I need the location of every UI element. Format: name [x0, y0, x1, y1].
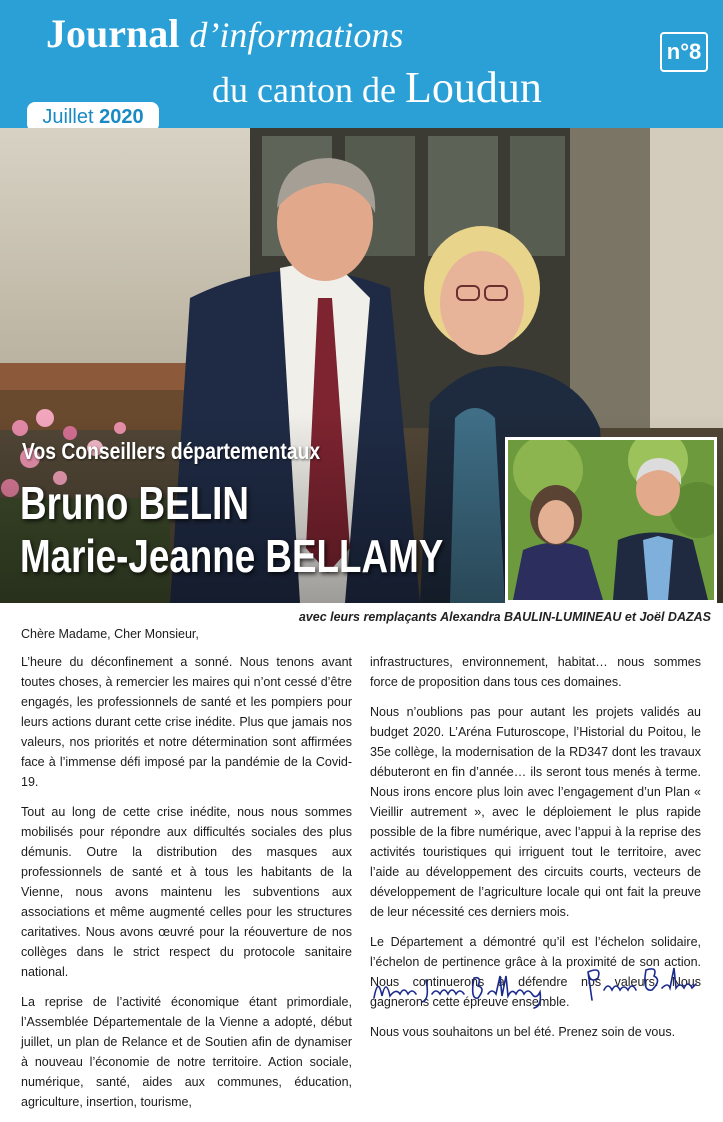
signature-belin: [582, 962, 702, 1012]
councillor-name-2: Marie-Jeanne BELLAMY: [20, 530, 444, 582]
issue-date: Juillet 2020: [27, 102, 159, 132]
issue-number: n°8: [660, 32, 708, 72]
masthead-subtitle: du canton de Loudun: [212, 63, 542, 112]
councillor-name-1: Bruno BELIN: [20, 477, 249, 529]
hero-subheading: Vos Conseillers départementaux: [22, 438, 321, 464]
letter-greeting: Chère Madame, Cher Monsieur,: [21, 627, 199, 641]
masthead-title: Journal d’informations: [46, 11, 404, 56]
letter-paragraph: Nous n’oublions pas pour autant les projets validés au budget 2020. L’Aréna Futuroscope, l’Historial du Poitou, le 35e collège, la modernisation de la RD347 dont les travaux débuteront en fin d’année… ils seront tous menés à terme. Nous irons encore plus loin avec l’engagement d’un Plan « Vieillir autrement », avec le déploiement le plus rapide possible de la fibre numérique, avec l’appui à la reprise des activités touristiques qui irriguent tout le territoire, avec l’aide au développement des circuits courts, vecteurs de développement de l’agriculture locale qui ont fait la preuve de leur nécessité ces derniers mois.: [370, 705, 701, 919]
inset-photo: [505, 437, 717, 603]
letter-paragraph: Le Département a démontré qu’il est l’échelon solidaire, l’échelon de pertinence grâce à la proximité de son action. Nous continuerons à défendre nos valeurs. Nous gagnerons cette épreuve ensemble.: [370, 935, 701, 1009]
signature-bellamy-drawing: [370, 970, 565, 1010]
letter-paragraph: infrastructures, environnement, habitat… nous sommes force de proposition dans tous ces domaines.: [370, 655, 701, 689]
signature-bellamy: [370, 970, 565, 1015]
photo-caption: avec leurs remplaçants Alexandra BAULIN-LUMINEAU et Joël DAZAS: [298, 610, 711, 624]
inset-photo-illustration: [508, 440, 714, 600]
letter-paragraph: La reprise de l’activité économique étant primordiale, l’Assemblée Départementale de la Vienne a adopté, début juillet, un plan de Relance et de Soutien afin de dynamiser à nouveau l’économie de notre territoire. Action sociale, numérique, santé, aides aux communes, éducation, agriculture, insertion, tourisme,: [21, 995, 352, 1109]
signature-belin-drawing: [582, 962, 702, 1007]
letter-paragraph: L’heure du déconfinement a sonné. Nous tenons avant toutes choses, à remercier les maires qui n’ont cessé d’être engagés, les professionnels de santé et les pompiers pour leurs actions durant cette crise inédite. Plus que jamais nos valeurs, nos priorités et notre détermination sont affirmées face à l’immense défi imposé par la pandémie de la Covid-19.: [21, 655, 352, 789]
letter-paragraph: Nous vous souhaitons un bel été. Prenez soin de vous.: [370, 1025, 676, 1039]
letter-column-left: [21, 652, 352, 1122]
letter-paragraph: Tout au long de cette crise inédite, nous nous sommes mobilisés pour répondre aux difficultés sociales des plus démunis. Outre la distribution des masques aux professionnels de santé et à tous les habitants de la Vienne, nous avons maintenu les subventions aux associations et même augmenté celles pour les structures caritatives. Nous avons œuvré pour la réouverture de nos collèges dans le strict respect du protocole sanitaire national.: [21, 805, 352, 979]
